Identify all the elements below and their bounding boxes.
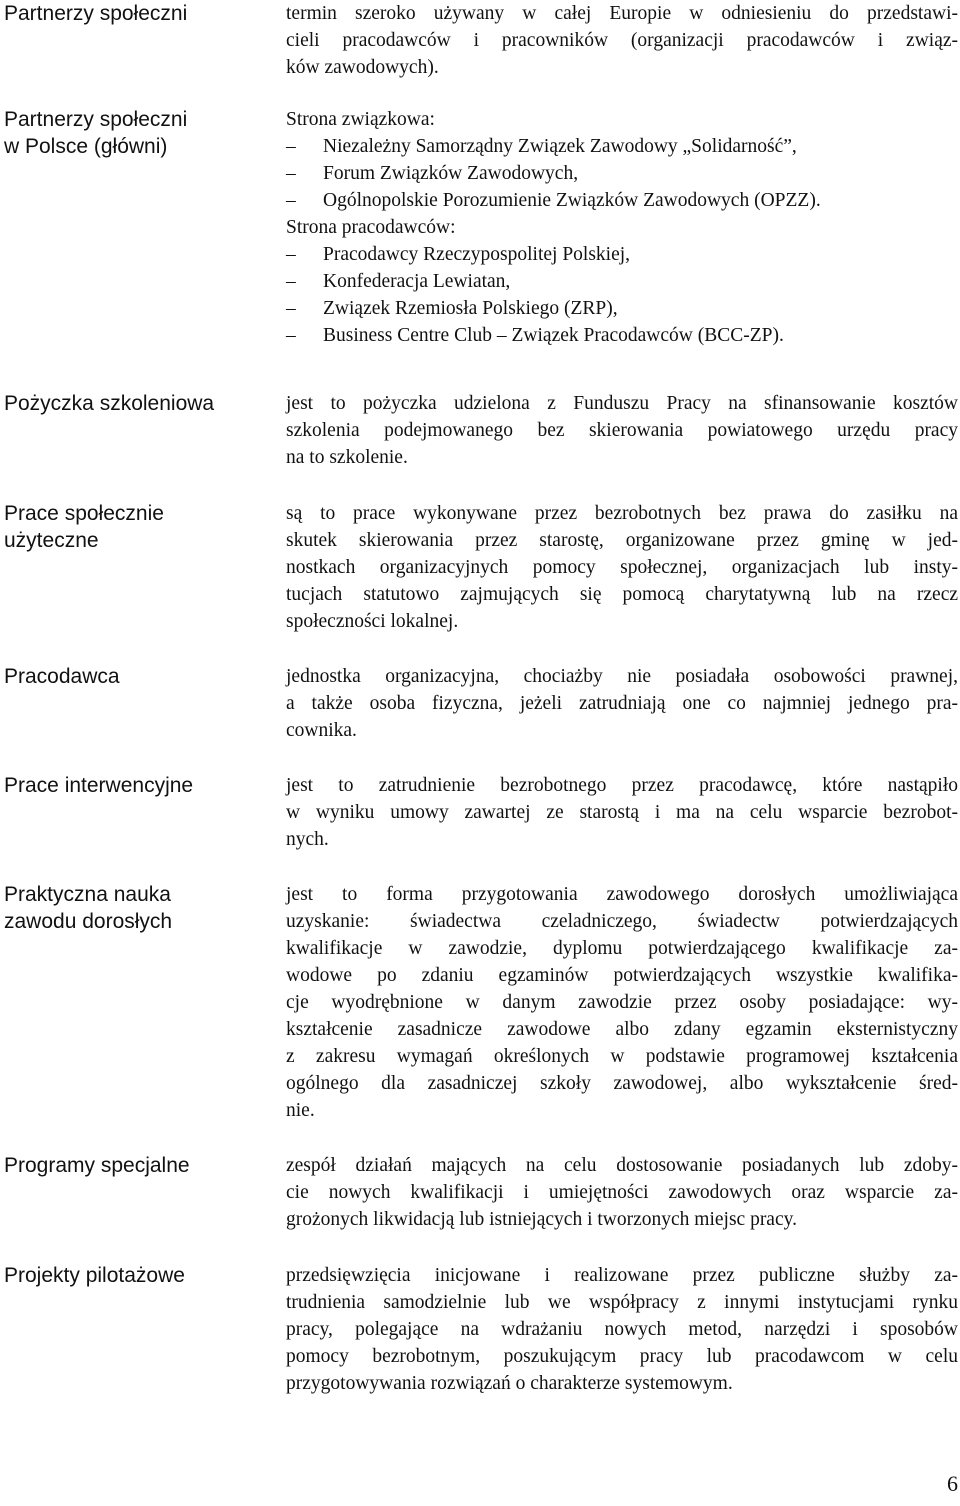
definition-line: jest to pożyczka udzielona z Funduszu Pracy na sfinansowanie kosztów [286, 393, 958, 414]
definition-line: uzyskanie: świadectwa czeladniczego, świadectw potwierdzających [286, 911, 958, 932]
employer-list-item [286, 241, 958, 268]
term-line: Partnerzy społeczni [4, 108, 188, 131]
term [4, 1262, 234, 1289]
term-line: Partnerzy społeczni [4, 2, 188, 25]
definition [286, 772, 958, 853]
dash-marker: – [286, 298, 296, 319]
definition-line: kształcenie zasadnicze zawodowe albo zdany egzamin eksternistyczny [286, 1019, 958, 1040]
definition [286, 1262, 958, 1397]
dash-marker: – [286, 163, 296, 184]
definition-line: nostkach organizacyjnych pomocy społecznej, organizacjach lub insty- [286, 557, 958, 578]
term-line: Prace społecznie [4, 502, 164, 525]
definition-line: cieli pracodawców i pracowników (organizacji pracodawców i związ- [286, 30, 958, 51]
page-number: 6 [947, 1471, 958, 1496]
definition-line: przedsięwzięcia inicjowane i realizowane przez publiczne służby za- [286, 1265, 958, 1286]
term [4, 390, 234, 417]
definition [286, 881, 958, 1124]
term [4, 663, 234, 690]
employer-list-item [286, 268, 958, 295]
definition-line: trudnienia samodzielnie lub we współpracy z innymi instytucjami rynku [286, 1292, 958, 1313]
definition-line: pracy, polegające na wdrażaniu nowych metod, narzędzi i sposobów [286, 1319, 958, 1340]
definition-line: a także osoba fizyczna, jeżeli zatrudniają one co najmniej jednego pra- [286, 693, 958, 714]
list-item-text: Konfederacja Lewiatan, [323, 271, 511, 292]
definition [286, 0, 958, 81]
term-line: Pożyczka szkoleniowa [4, 392, 215, 415]
definition-line: społeczności lokalnej. [286, 611, 459, 632]
list-item-text: Niezależny Samorządny Związek Zawodowy „Solidarność”, [323, 136, 797, 157]
definition-line: na to szkolenie. [286, 447, 408, 468]
definition-line: szkolenia podejmowanego bez skierowania powiatowego urzędu pracy [286, 420, 958, 441]
term-line: Programy specjalne [4, 1154, 190, 1177]
list-item-text: Forum Związków Zawodowych, [323, 163, 579, 184]
term [4, 0, 234, 27]
employer-list-item [286, 322, 958, 349]
employer-side-heading: Strona pracodawców: [286, 217, 456, 238]
definition [286, 390, 958, 471]
union-list-item [286, 160, 958, 187]
list-item-text: Ogólnopolskie Porozumienie Związków Zawodowych (OPZZ). [323, 190, 821, 211]
definition-line: tucjach statutowo zajmujących się pomocą charytatywną lub na rzecz [286, 584, 958, 605]
term-line: w Polsce (główni) [4, 135, 168, 158]
union-list-item [286, 187, 958, 214]
term [4, 881, 234, 935]
definition-line: cje wyodrębnione w danym zawodzie przez osoby posiadające: wy- [286, 992, 958, 1013]
term [4, 500, 234, 554]
definition-line: z zakresu wymagań określonych w podstawie programowej kształcenia [286, 1046, 958, 1067]
list-item-text: Business Centre Club – Związek Pracodawców (BCC-ZP). [323, 325, 784, 346]
term-line: zawodu dorosłych [4, 910, 173, 933]
term [4, 772, 234, 799]
term [4, 1152, 234, 1179]
definition-line: wodowe po zdaniu egzaminów potwierdzających wszystkie kwalifika- [286, 965, 958, 986]
term-line: Pracodawca [4, 665, 120, 688]
dash-marker: – [286, 271, 296, 292]
definition-line: w wyniku umowy zawartej ze starostą i ma na celu wsparcie bezrobot- [286, 802, 958, 823]
dash-marker: – [286, 136, 296, 157]
term-line: Projekty pilotażowe [4, 1264, 185, 1287]
definition-line: ogólnego dla zasadniczej szkoły zawodowej, albo wykształcenie śred- [286, 1073, 958, 1094]
definition-line: nych. [286, 829, 329, 850]
term-line: Prace interwencyjne [4, 774, 194, 797]
definition-line: zespół działań mających na celu dostosowanie posiadanych lub zdoby- [286, 1155, 958, 1176]
union-list-item [286, 133, 958, 160]
union-side-heading: Strona związkowa: [286, 109, 435, 130]
definition [286, 1152, 958, 1233]
dash-marker: – [286, 325, 296, 346]
definition-line: termin szeroko używany w całej Europie w odniesieniu do przedstawi- [286, 3, 958, 24]
definition-line: nie. [286, 1100, 315, 1121]
definition-line: skutek skierowania przez starostę, organizowane przez gminę w jed- [286, 530, 958, 551]
definition-line: ków zawodowych). [286, 57, 439, 78]
definition-line: przygotowywania rozwiązań o charakterze systemowym. [286, 1373, 733, 1394]
definition-line: cownika. [286, 720, 357, 741]
definition-line: pomocy bezrobotnym, poszukującym pracy lub pracodawcom w celu [286, 1346, 958, 1367]
list-item-text: Pracodawcy Rzeczypospolitej Polskiej, [323, 244, 631, 265]
definition-line: grożonych likwidacją lub istniejących i tworzonych miejsc pracy. [286, 1209, 797, 1230]
list-item-text: Związek Rzemiosła Polskiego (ZRP), [323, 298, 618, 319]
definition-line: cie nowych kwalifikacji i umiejętności zawodowych oraz wsparcie za- [286, 1182, 958, 1203]
definition-line: są to prace wykonywane przez bezrobotnych bez prawa do zasiłku na [286, 503, 958, 524]
definition [286, 106, 958, 349]
definition [286, 500, 958, 635]
dash-marker: – [286, 244, 296, 265]
definition-line: kwalifikacje w zawodzie, dyplomu potwierdzającego kwalifikacje za- [286, 938, 958, 959]
dash-marker: – [286, 190, 296, 211]
employer-list-item [286, 295, 958, 322]
definition-line: jednostka organizacyjna, chociażby nie posiadała osobowości prawnej, [286, 666, 958, 687]
definition [286, 663, 958, 744]
term [4, 106, 234, 160]
definition-line: jest to forma przygotowania zawodowego dorosłych umożliwiająca [286, 884, 958, 905]
definition-line: jest to zatrudnienie bezrobotnego przez pracodawcę, które nastąpiło [286, 775, 958, 796]
term-line: Praktyczna nauka [4, 883, 171, 906]
term-line: użyteczne [4, 529, 99, 552]
